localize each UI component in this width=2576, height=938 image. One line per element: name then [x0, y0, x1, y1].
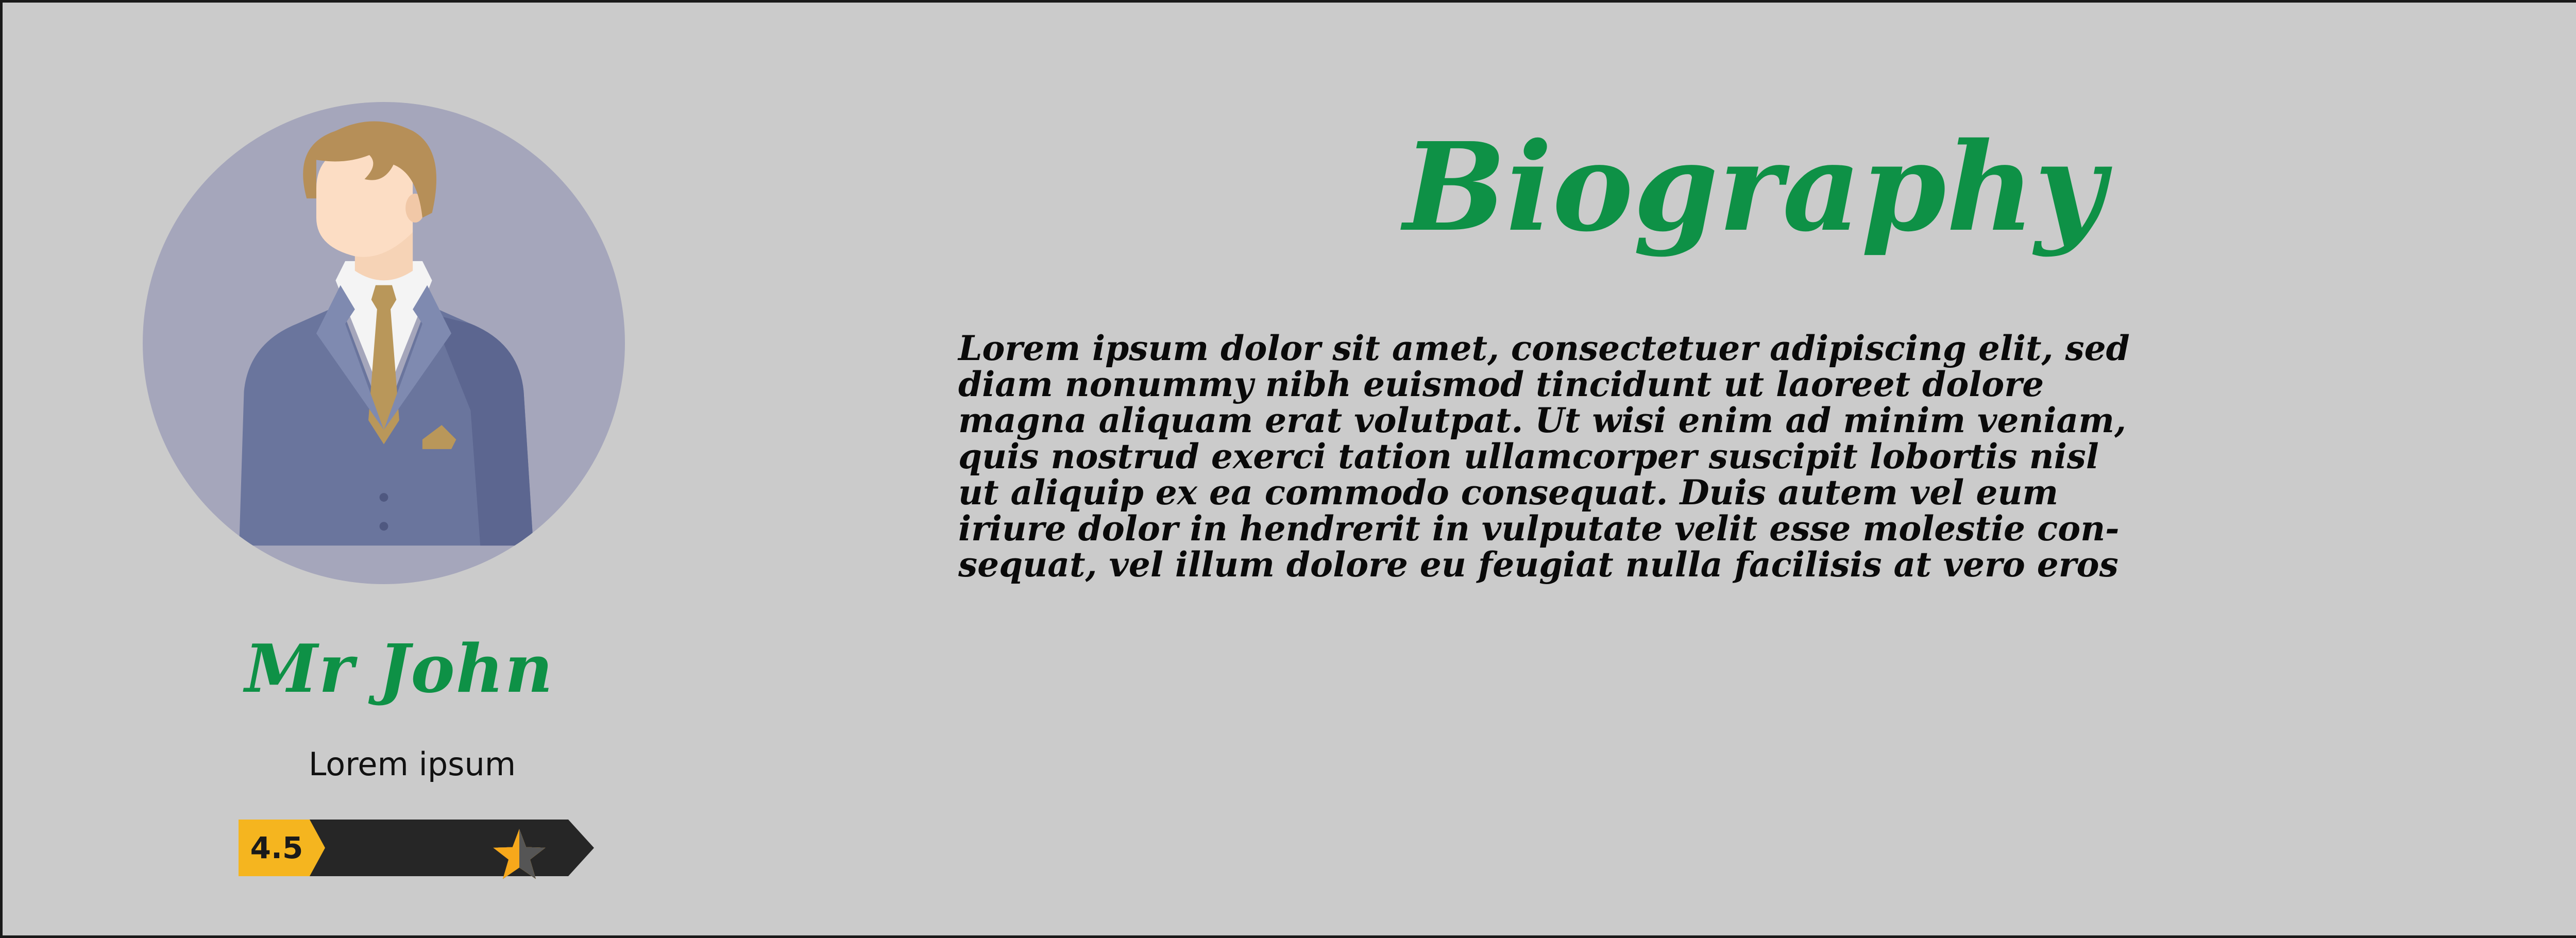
man-in-suit-avatar-icon — [143, 102, 625, 584]
biography-title: Biography — [1403, 115, 2106, 259]
biography-text — [958, 330, 2576, 583]
profile-subtitle: Lorem ipsum — [308, 745, 516, 783]
biography-line: quis nostrud exerci tation ullamcorper suscipit lobortis nisl — [958, 436, 2099, 476]
star-icon — [342, 827, 697, 883]
biography-line: iriure dolor in hendrerit in vulputate velit esse molestie con- — [958, 508, 2120, 549]
rating-value: 4.5 — [250, 830, 303, 865]
biography-line: Lorem ipsum dolor sit amet, consectetuer adipiscing elit, sed — [958, 328, 2130, 368]
profile-name: Mr John — [245, 630, 554, 708]
avatar — [143, 102, 625, 584]
biography-line: ut aliquip ex ea commodo consequat. Duis autem vel eum — [958, 472, 2059, 513]
biography-line: sequat, vel illum dolore eu feugiat nulla facilisis at vero eros — [958, 544, 2119, 585]
biography-line: diam nonummy nibh euismod tincidunt ut laoreet dolore — [958, 364, 2044, 404]
rating-badge — [239, 820, 594, 876]
biography-line: magna aliquam erat volutpat. Ut wisi enim ad minim veniam, — [958, 400, 2126, 440]
